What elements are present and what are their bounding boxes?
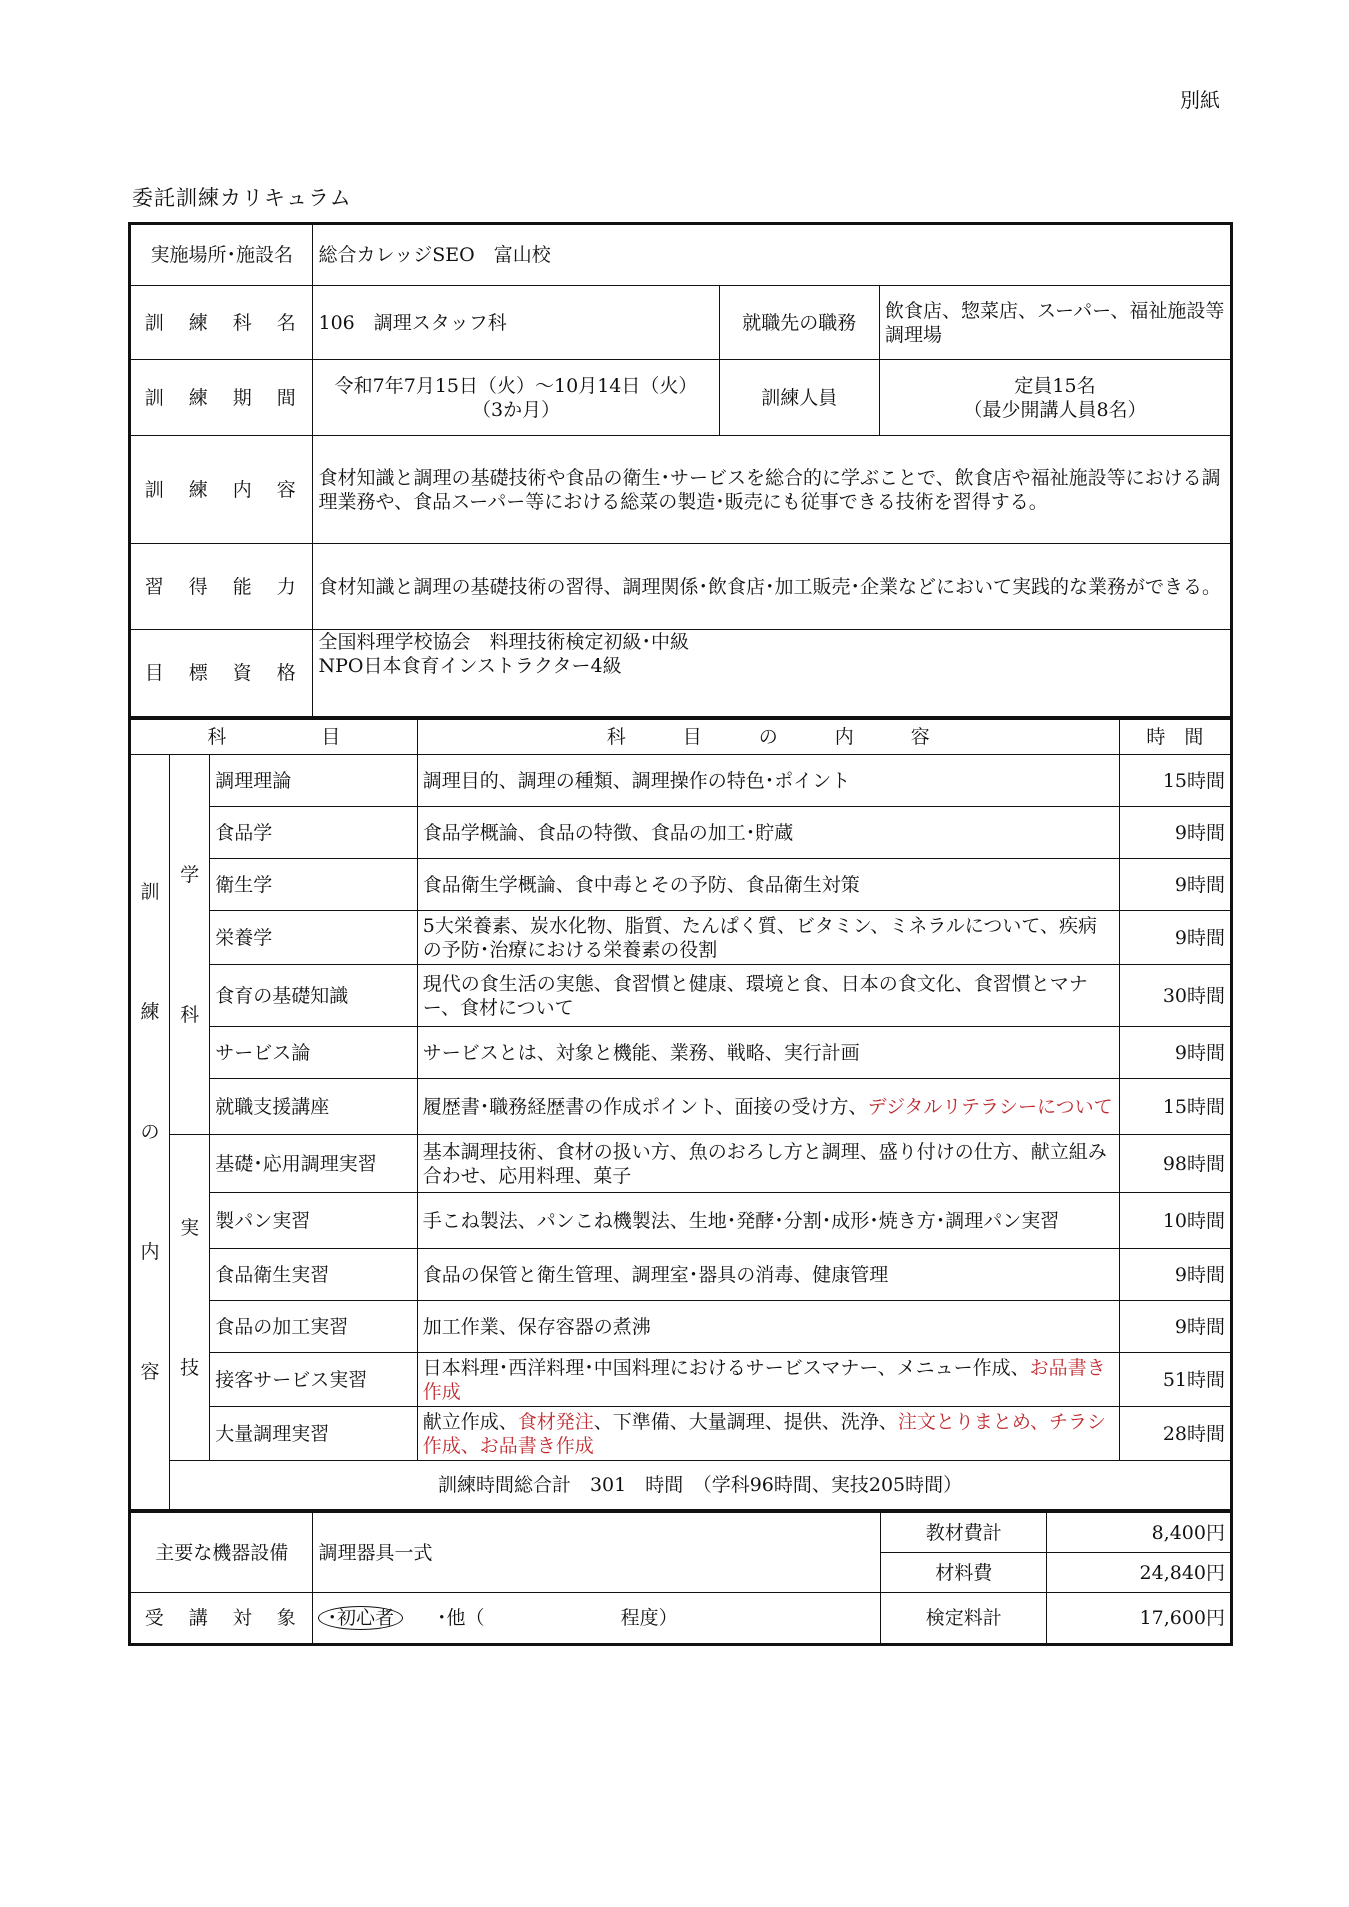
academic-label	[170, 755, 210, 1135]
subject-hours: 51時間	[1119, 1353, 1231, 1407]
content-label: 訓 練 内 容	[130, 436, 313, 544]
venue-label: 実施場所･施設名	[130, 224, 313, 286]
total-hours: 訓練時間総合計 301 時間 （学科96時間、実技205時間）	[170, 1461, 1232, 1511]
subject-hours: 10時間	[1119, 1193, 1231, 1249]
period-value	[313, 360, 719, 436]
academic-char: 学	[180, 863, 200, 886]
qualification-value	[313, 630, 1232, 718]
exam-label: 検定料計	[881, 1593, 1047, 1645]
subject-name: 製パン実習	[210, 1193, 418, 1249]
content-black: 履歴書･職務経歴書の作成ポイント、面接の受け方、	[422, 1095, 868, 1118]
practical-char: 技	[180, 1356, 200, 1379]
subject-hours: 28時間	[1119, 1407, 1231, 1461]
document-title: 委託訓練カリキュラム	[132, 186, 352, 210]
subject-content: 食品学概論、食品の特徴、食品の加工･貯蔵	[417, 807, 1119, 859]
subject-name: 調理理論	[210, 755, 418, 807]
equipment-label: 主要な機器設備	[130, 1513, 313, 1593]
content-red: デジタルリテラシーについて	[867, 1095, 1113, 1118]
subject-hours: 9時間	[1119, 1027, 1231, 1079]
subject-content: 食品の保管と衛生管理、調理室･器具の消毒、健康管理	[417, 1249, 1119, 1301]
target-label: 受 講 対 象	[130, 1593, 313, 1645]
subject-name: 食品の加工実習	[210, 1301, 418, 1353]
target-beginner: ･初心者	[318, 1606, 403, 1630]
people-label: 訓練人員	[719, 360, 879, 436]
exam-value: 17,600円	[1047, 1593, 1232, 1645]
subject-name: 就職支援講座	[210, 1079, 418, 1135]
content-part: 献立作成、	[422, 1410, 518, 1433]
subject-content: 手こね製法、パンこね機製法、生地･発酵･分割･成形･焼き方･調理パン実習	[417, 1193, 1119, 1249]
textbook-label: 教材費計	[881, 1513, 1047, 1553]
side-char: 訓	[140, 881, 160, 903]
content-part: 、下準備、大量調理、提供、洗浄、	[593, 1410, 898, 1433]
subject-content: 基本調理技術、食材の扱い方、魚のおろし方と調理、盛り付けの仕方、献立組み合わせ、応用料理、菓子	[417, 1135, 1119, 1193]
ability-label: 習 得 能 力	[130, 544, 313, 630]
subject-hours: 9時間	[1119, 807, 1231, 859]
subject-content: 加工作業、保存容器の煮沸	[417, 1301, 1119, 1353]
curriculum-sheet	[128, 222, 1233, 1646]
target-other: ･他（	[437, 1607, 485, 1629]
side-label-training-content	[130, 755, 170, 1511]
info-table	[128, 222, 1233, 719]
subject-content: 5大栄養素、炭水化物、脂質、たんぱく質、ビタミン、ミネラルについて、疾病の予防･治療における栄養素の役割	[417, 911, 1119, 965]
subject-hours: 9時間	[1119, 1301, 1231, 1353]
subject-content: 調理目的、調理の種類、調理操作の特色･ポイント	[417, 755, 1119, 807]
course-value: 106 調理スタッフ科	[313, 286, 719, 360]
subject-name: 大量調理実習	[210, 1407, 418, 1461]
target-level: 程度）	[620, 1607, 678, 1629]
header-hours: 時 間	[1119, 720, 1231, 755]
people-value	[880, 360, 1232, 436]
subject-name: 食品衛生実習	[210, 1249, 418, 1301]
venue-value: 総合カレッジSEO 富山校	[313, 224, 1232, 286]
period-label: 訓 練 期 間	[130, 360, 313, 436]
job-label: 就職先の職務	[719, 286, 879, 360]
academic-char: 科	[180, 1003, 200, 1026]
subject-content	[417, 1407, 1119, 1461]
subject-name: 食品学	[210, 807, 418, 859]
side-char: 内	[140, 1241, 160, 1263]
side-char: の	[140, 1121, 160, 1143]
target-value	[313, 1593, 881, 1645]
course-label: 訓 練 科 名	[130, 286, 313, 360]
subject-content: サービスとは、対象と機能、業務、戦略、実行計画	[417, 1027, 1119, 1079]
content-value: 食材知識と調理の基礎技術や食品の衛生･サービスを総合的に学ぶことで、飲食店や福祉施設等における調理業務や、食品スーパー等における総菜の製造･販売にも従事できる技術を習得する。	[313, 436, 1232, 544]
ability-value: 食材知識と調理の基礎技術の習得、調理関係･飲食店･加工販売･企業などにおいて実践的な業務ができる。	[313, 544, 1232, 630]
subject-content	[417, 1079, 1119, 1135]
side-char: 練	[140, 1001, 160, 1023]
subject-name: 栄養学	[210, 911, 418, 965]
period-dates: 令和7年7月15日（火）～10月14日（火）	[334, 374, 698, 397]
subject-hours: 9時間	[1119, 859, 1231, 911]
subject-hours: 30時間	[1119, 965, 1231, 1027]
qualification-2: NPO日本食育インストラクター4級	[318, 655, 622, 677]
qualification-1: 全国料理学校協会 料理技術検定初級･中級	[318, 631, 689, 653]
subject-name: 基礎･応用調理実習	[210, 1135, 418, 1193]
material-label: 材料費	[881, 1553, 1047, 1593]
period-duration: （3か月）	[471, 398, 561, 421]
subject-hours: 15時間	[1119, 1079, 1231, 1135]
subject-name: サービス論	[210, 1027, 418, 1079]
subject-hours: 98時間	[1119, 1135, 1231, 1193]
practical-label	[170, 1135, 210, 1461]
subject-name: 衛生学	[210, 859, 418, 911]
material-value: 24,840円	[1047, 1553, 1232, 1593]
content-black: 日本料理･西洋料理･中国料理におけるサービスマナー、メニュー作成、	[422, 1356, 1030, 1379]
content-red: お品書き作成	[422, 1356, 1106, 1403]
appendix-label: 別紙	[1180, 88, 1220, 112]
header-content: 科 目 の 内 容	[417, 720, 1119, 755]
header-subject: 科 目	[130, 720, 418, 755]
people-capacity: 定員15名	[1014, 374, 1096, 397]
subject-name: 接客サービス実習	[210, 1353, 418, 1407]
subject-content: 現代の食生活の実態、食習慣と健康、環境と食、日本の食文化、食習慣とマナー、食材について	[417, 965, 1119, 1027]
job-value: 飲食店、惣菜店、スーパー、福祉施設等調理場	[880, 286, 1232, 360]
content-part: 注文とりまとめ、チラシ作成、お品書き作成	[422, 1410, 1107, 1457]
curriculum-table	[128, 719, 1233, 1512]
subject-hours: 9時間	[1119, 911, 1231, 965]
content-part: 食材発注	[517, 1410, 594, 1433]
qualification-label: 目 標 資 格	[130, 630, 313, 718]
people-minimum: （最少開講人員8名）	[963, 398, 1147, 421]
subject-hours: 9時間	[1119, 1249, 1231, 1301]
subject-name: 食育の基礎知識	[210, 965, 418, 1027]
practical-char: 実	[180, 1216, 200, 1239]
textbook-value: 8,400円	[1047, 1513, 1232, 1553]
equipment-value: 調理器具一式	[313, 1513, 881, 1593]
side-char: 容	[140, 1361, 160, 1383]
subject-hours: 15時間	[1119, 755, 1231, 807]
bottom-table	[128, 1512, 1233, 1646]
subject-content	[417, 1353, 1119, 1407]
subject-content: 食品衛生学概論、食中毒とその予防、食品衛生対策	[417, 859, 1119, 911]
